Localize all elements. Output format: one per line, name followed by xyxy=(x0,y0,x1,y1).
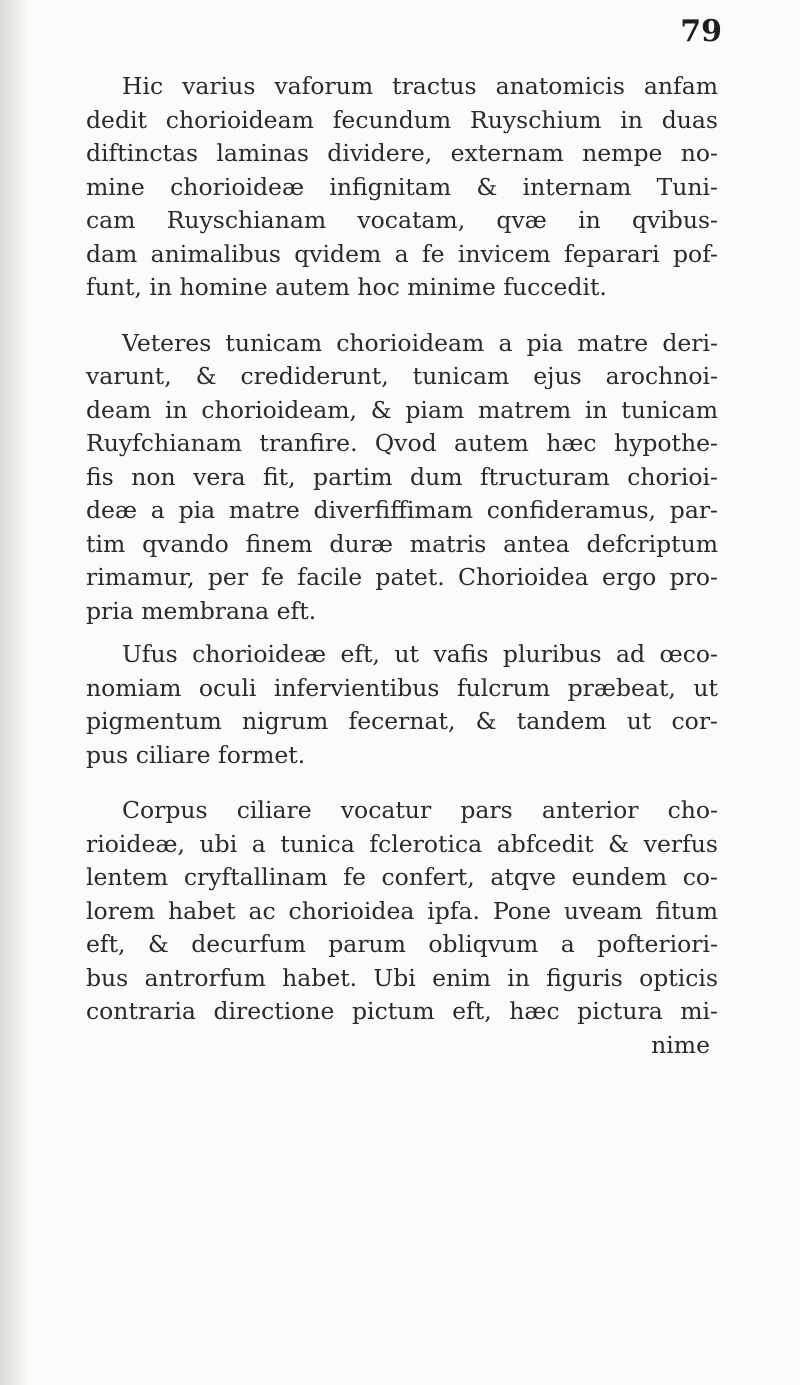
body-text xyxy=(86,70,718,1062)
text-line: Ufus chorioideæ eft, ut vafis pluribus ad œco- xyxy=(122,640,718,668)
text-line: rimamur, per fe facile patet. Chorioidea ergo pro- xyxy=(86,563,718,591)
text-line: Hic varius vaforum tractus anatomicis anfam xyxy=(122,72,718,100)
text-line: dedit chorioideam fecundum Ruyschium in duas xyxy=(86,105,718,134)
text-line: diftinctas laminas dividere, externam nempe no- xyxy=(86,139,718,167)
paragraph-gap xyxy=(86,772,718,794)
paragraph-gap xyxy=(86,305,718,327)
text-line: varunt, & crediderunt, tunicam ejus arochnoi- xyxy=(86,362,718,390)
paragraph-3 xyxy=(86,638,718,772)
text-line: eft, & decurfum parum obliqvum a pofteriori- xyxy=(86,930,718,958)
text-line: deam in chorioideam, & piam matrem in tunicam xyxy=(86,395,718,424)
text-line: rioideæ, ubi a tunica fclerotica abfcedit & verfus xyxy=(86,829,718,858)
text-line: contraria directione pictum eft, hæc pictura mi- xyxy=(86,997,718,1025)
text-line: Ruyfchianam tranfire. Qvod autem hæc hypothe- xyxy=(86,429,718,457)
text-line: fis non vera fit, partim dum ftructuram chorioi- xyxy=(86,462,718,491)
text-line: lorem habet ac chorioidea ipfa. Pone uveam fitum xyxy=(86,896,718,925)
text-line: deæ a pia matre diverfiffimam confideramus, par- xyxy=(86,496,718,524)
text-line: dam animalibus qvidem a fe invicem feparari pof- xyxy=(86,239,718,268)
catchword: nime xyxy=(651,1030,710,1059)
paragraph-1 xyxy=(86,70,718,305)
page-number: 79 xyxy=(680,14,722,49)
text-line: tim qvando finem duræ matris antea defcriptum xyxy=(86,529,718,558)
text-line: cam Ruyschianam vocatam, qvæ in qvibus- xyxy=(86,206,718,234)
text-line: nomiam oculi infervientibus fulcrum præbeat, ut xyxy=(86,673,718,702)
text-line: lentem cryftallinam fe confert, atqve eundem co- xyxy=(86,863,718,891)
text-line: mine chorioideæ infignitam & internam Tuni- xyxy=(86,172,718,201)
text-line: pria membrana eft. xyxy=(86,596,317,625)
paragraph-4 xyxy=(86,794,718,1029)
paragraph-2 xyxy=(86,327,718,629)
text-line: funt, in homine autem hoc minime fuccedit. xyxy=(86,273,607,301)
text-line: bus antrorfum habet. Ubi enim in figuris opticis xyxy=(86,963,718,992)
text-line: pus ciliare formet. xyxy=(86,740,306,769)
paragraph-gap xyxy=(86,628,718,638)
text-line: Corpus ciliare vocatur pars anterior cho- xyxy=(122,796,718,824)
binding-shadow xyxy=(0,0,28,1385)
text-line: pigmentum nigrum fecernat, & tandem ut cor- xyxy=(86,707,718,735)
text-line: Veteres tunicam chorioideam a pia matre deri- xyxy=(122,328,718,357)
